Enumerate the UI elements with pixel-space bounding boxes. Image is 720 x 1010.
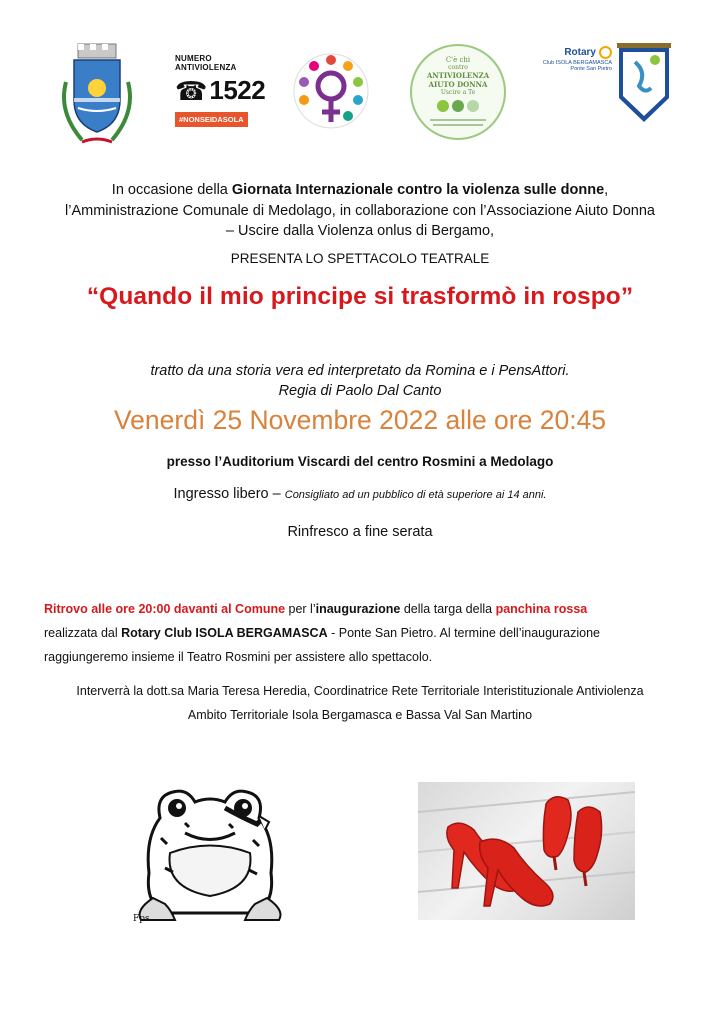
speaker-line1: Interverrà la dott.sa Maria Teresa Heredia, Coordinatrice Rete Territoriale Interistituzionale Antiviolenza — [76, 684, 644, 698]
aiuto-circles-icon — [428, 100, 488, 114]
meeting-time: Ritrovo alle ore 20:00 davanti al Comune — [44, 602, 286, 616]
pennant-banner-icon — [615, 42, 673, 124]
speaker-paragraph — [0, 679, 720, 727]
intro-line2: l’Amministrazione Comunale di Medolago, in collaborazione con l’Associazione Aiuto Donna — [65, 202, 655, 219]
meeting-rotary: Rotary Club ISOLA BERGAMASCA — [121, 626, 328, 640]
meeting-text4: - Ponte San Pietro. Al termine dell’inaugurazione — [327, 626, 601, 640]
meeting-red-bench: panchina rossa — [495, 602, 588, 616]
meeting-inauguration: inaugurazione — [315, 602, 401, 616]
meeting-line3: raggiungeremo insieme il Teatro Rosmini per assistere allo spettacolo. — [44, 650, 433, 664]
aiuto-donna-logo — [410, 44, 506, 140]
aiuto-info-bars-icon — [430, 119, 486, 121]
meeting-text3: realizzata dal — [44, 626, 122, 640]
intro-line1-post: , — [604, 182, 609, 198]
aiuto-line4: AIUTO DONNA — [428, 80, 488, 89]
frog-prince-illustration — [125, 778, 295, 928]
meeting-text1: per l’ — [285, 602, 316, 616]
entry-main: Ingresso libero – — [173, 486, 285, 502]
intro-line1-pre: In occasione della — [111, 182, 232, 198]
aiuto-line1: C'è chi — [445, 56, 471, 64]
intro-line1 — [0, 180, 720, 201]
red-shoes-icon — [418, 782, 635, 920]
meeting-line2 — [44, 621, 684, 645]
medolago-crest-icon — [52, 42, 142, 154]
red-shoes-photo — [418, 782, 635, 920]
meeting-line1 — [44, 597, 684, 621]
svg-text:Fps: Fps — [133, 914, 150, 924]
subtitle-line2: Regia di Paolo Dal Canto — [278, 383, 442, 399]
aiuto-line3: ANTIVIOLENZA — [426, 71, 490, 80]
subtitle-line1: tratto da una storia vera ed interpretato da Romina e i PensAttori. — [150, 363, 570, 379]
rotary-place: Ponte San Pietro — [570, 66, 612, 72]
entry-info — [0, 485, 720, 503]
rotary-club: Club ISOLA BERGAMASCA — [542, 60, 612, 66]
refreshment: Rinfresco a fine serata — [287, 524, 433, 540]
entry-note: Consigliato ad un pubblico di età superiore ai 14 anni. — [284, 489, 547, 501]
presenta-heading: PRESENTA LO SPETTACOLO TEATRALE — [230, 251, 490, 266]
meeting-paragraph — [44, 597, 684, 669]
rotary-name: Rotary — [564, 47, 596, 58]
antiviolenza-label: NUMERO ANTIVIOLENZA — [175, 54, 237, 72]
female-symbol-logo-icon — [290, 48, 372, 138]
event-date: Venerdì 25 Novembre 2022 alle ore 20:45 — [113, 405, 607, 435]
rotary-wheel-icon — [599, 46, 612, 59]
intro-line1-bold: Giornata Internazionale contro la violenza sulle donne — [231, 182, 605, 198]
show-title: “Quando il mio principe si trasformò in rospo” — [86, 283, 634, 310]
meeting-text2: della targa della — [400, 602, 496, 616]
aiuto-line2: contro — [448, 64, 468, 71]
antiviolenza-number: 1522 — [209, 75, 266, 105]
aiuto-line5: Uscire a Te — [440, 89, 476, 96]
antiviolenza-tag: #NONSEIDASOLA — [175, 112, 248, 127]
phone-icon: ☎ — [175, 75, 208, 106]
subtitle — [0, 361, 720, 401]
intro-paragraph — [0, 180, 720, 242]
intro-line3: – Uscire dalla Violenza onlus di Bergamo, — [225, 223, 495, 239]
speaker-line2: Ambito Territoriale Isola Bergamasca e Bassa Val San Martino — [187, 708, 533, 722]
venue: presso l’Auditorium Viscardi del centro Rosmini a Medolago — [166, 454, 554, 469]
rotary-logo — [532, 46, 612, 72]
logo-row — [0, 38, 720, 153]
antiviolenza-1522-logo — [175, 54, 266, 129]
